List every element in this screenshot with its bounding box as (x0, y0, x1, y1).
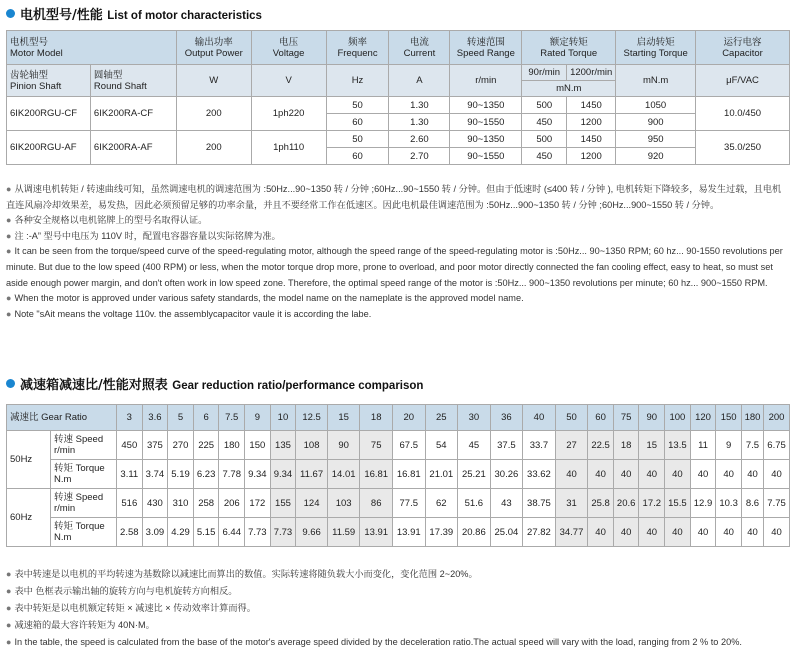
value-cell: 7.73 (245, 518, 271, 547)
header-en: Starting Torque (623, 47, 688, 59)
table-row (7, 97, 790, 114)
ratio-cell: 10 (270, 405, 296, 431)
value-cell: 8.6 (741, 489, 763, 518)
section-title-en: Gear reduction ratio/performance comparison (172, 380, 424, 392)
unit-mnm: mN.m (522, 81, 616, 97)
header-en: Rated Torque (540, 47, 598, 59)
header-en: Motor Model (10, 47, 63, 59)
unit-hz: Hz (326, 65, 389, 97)
value-cell: 43 (490, 489, 523, 518)
row-label (51, 518, 117, 547)
cell-t90: 500 (522, 131, 567, 148)
section-title-cn: 减速箱减速比/性能对照表 (20, 378, 168, 393)
note-item (6, 566, 786, 583)
row-unit: N.m (54, 474, 72, 485)
note-text: 减速箱的最大容许转矩为 40N·M。 (14, 620, 155, 630)
value-cell: 51.6 (458, 489, 491, 518)
value-cell: 40 (639, 518, 665, 547)
ratio-cell: 60 (588, 405, 614, 431)
ratio-cell: 6 (193, 405, 219, 431)
notes-motor (6, 182, 786, 322)
value-cell: 108 (296, 431, 328, 460)
note-bullet-icon: ● (6, 293, 12, 304)
note-bullet-icon: ● (6, 620, 12, 630)
note-text: When the motor is approved under various safety standards, the model name on the nameplate is the approved model name. (14, 293, 524, 304)
unit-90rmin: 90r/min (522, 65, 567, 81)
value-cell: 430 (142, 489, 168, 518)
value-cell: 67.5 (392, 431, 425, 460)
cell-current: 1.30 (389, 97, 450, 114)
value-cell: 155 (270, 489, 296, 518)
header-en: Capacitor (722, 47, 763, 59)
value-cell: 25.8 (588, 489, 614, 518)
unit-1200rmin: 1200r/min (567, 65, 616, 81)
header-en: Pinion Shaft (10, 80, 62, 92)
value-cell: 16.81 (360, 460, 393, 489)
row-label (51, 460, 117, 489)
ratio-cell: 5 (168, 405, 194, 431)
value-cell: 40 (555, 460, 588, 489)
header-cn: 电压 (279, 36, 299, 48)
ratio-cell: 100 (665, 405, 691, 431)
value-cell: 40 (639, 460, 665, 489)
ratio-cell: 25 (425, 405, 458, 431)
value-cell: 40 (690, 518, 716, 547)
value-cell: 9.34 (270, 460, 296, 489)
value-cell: 40 (716, 460, 742, 489)
value-cell: 22.5 (588, 431, 614, 460)
note-item (6, 213, 786, 229)
value-cell: 375 (142, 431, 168, 460)
value-cell: 3.11 (117, 460, 143, 489)
value-cell: 40 (588, 460, 614, 489)
cell-range: 90~1350 (450, 131, 522, 148)
cell-round-model: 6IK200RA-CF (90, 97, 176, 131)
row-unit: N.m (54, 532, 72, 543)
row-unit: r/min (54, 445, 76, 456)
value-cell: 310 (168, 489, 194, 518)
bullet-dot-icon (6, 379, 15, 388)
row-label-text: 转矩 Torque (54, 463, 105, 474)
value-cell: 7.75 (764, 489, 790, 518)
header-cn: 频率 (348, 36, 368, 48)
cell-range: 90~1350 (450, 97, 522, 114)
cell-t1200: 1200 (567, 148, 616, 165)
cell-start: 900 (616, 114, 696, 131)
value-cell: 40 (764, 518, 790, 547)
value-cell: 516 (117, 489, 143, 518)
value-cell: 40 (665, 518, 691, 547)
note-bullet-icon: ● (6, 603, 12, 613)
value-cell: 25.21 (458, 460, 491, 489)
value-cell: 172 (245, 489, 271, 518)
value-cell: 6.44 (219, 518, 245, 547)
value-cell: 6.75 (764, 431, 790, 460)
value-cell: 27 (555, 431, 588, 460)
header-voltage (251, 31, 326, 65)
ratio-cell: 12.5 (296, 405, 328, 431)
freq-label: 60Hz (7, 489, 51, 547)
section-title-cn: 电机型号/性能 (20, 8, 103, 23)
note-bullet-icon: ● (6, 586, 12, 596)
value-cell: 12.9 (690, 489, 716, 518)
header-cn: 电流 (409, 36, 429, 48)
ratio-cell: 120 (690, 405, 716, 431)
value-cell: 40 (665, 460, 691, 489)
value-cell: 45 (458, 431, 491, 460)
header-cn: 转速范围 (466, 36, 505, 48)
cell-output: 200 (176, 97, 251, 131)
ratio-cell: 3.6 (142, 405, 168, 431)
value-cell: 30.26 (490, 460, 523, 489)
value-cell: 17.2 (639, 489, 665, 518)
cell-current: 2.60 (389, 131, 450, 148)
value-cell: 40 (764, 460, 790, 489)
ratio-cell: 50 (555, 405, 588, 431)
header-current (389, 31, 450, 65)
header-cn: 圆轴型 (93, 69, 123, 81)
cell-hz: 60 (326, 114, 389, 131)
value-cell: 124 (296, 489, 328, 518)
value-cell: 103 (327, 489, 360, 518)
table-header-row (7, 31, 790, 65)
row-label (51, 489, 117, 518)
value-cell: 38.75 (523, 489, 556, 518)
note-bullet-icon: ● (6, 215, 12, 226)
note-bullet-icon: ● (6, 246, 12, 257)
value-cell: 270 (168, 431, 194, 460)
note-text: In the table, the speed is calculated from the base of the motor's average speed divided by the deceleration ratio.The actual speed will vary with the load, ranging from 2 % to 20%. (14, 637, 742, 647)
value-cell: 31 (555, 489, 588, 518)
value-cell: 75 (360, 431, 393, 460)
note-text: It can be seen from the torque/speed curve of the speed-regulating motor, although the speed range of the speed-regulating motor is :50Hz... 90~1350 RPM; 60 hz... 90-1550 revolutions per minute. But due to the low speed (400 RPM) or less, when the motor torque drop more, prone to overload, and poor motor directly connected the fan cooling effect, easy to heat, so must set aside enough power margin, and don't often work in low speed zone. Therefore, the optimal speed range of the motor is :50Hz... 900~1350 revolutions per minute; 60 hz... 900~1550 RPM. (6, 246, 783, 288)
note-item (6, 307, 786, 323)
note-bullet-icon: ● (6, 308, 12, 319)
ratio-label: 减速比 Gear Ratio (7, 405, 117, 431)
cell-cap: 10.0/450 (696, 97, 790, 131)
notes-gear (6, 566, 786, 651)
ratio-cell: 75 (613, 405, 639, 431)
cell-pinion-model: 6IK200RGU-CF (7, 97, 91, 131)
value-cell: 40 (690, 460, 716, 489)
ratio-cell: 18 (360, 405, 393, 431)
value-cell: 33.7 (523, 431, 556, 460)
value-cell: 225 (193, 431, 219, 460)
table-row (7, 460, 790, 489)
section-title-motor (6, 4, 262, 23)
header-frequency (326, 31, 389, 65)
value-cell: 13.91 (392, 518, 425, 547)
value-cell: 9.34 (245, 460, 271, 489)
ratio-cell: 20 (392, 405, 425, 431)
value-cell: 11.67 (296, 460, 328, 489)
note-bullet-icon: ● (6, 637, 12, 647)
value-cell: 11.59 (327, 518, 360, 547)
table-row (7, 131, 790, 148)
note-item (6, 634, 786, 651)
header-round (90, 65, 176, 97)
note-item (6, 291, 786, 307)
value-cell: 7.73 (270, 518, 296, 547)
value-cell: 18 (613, 431, 639, 460)
ratio-cell: 40 (523, 405, 556, 431)
header-cn: 额定转矩 (549, 36, 588, 48)
header-motor-model (7, 31, 177, 65)
cell-voltage: 1ph110 (251, 131, 326, 165)
value-cell: 7.5 (741, 431, 763, 460)
table-row (7, 431, 790, 460)
note-bullet-icon: ● (6, 569, 12, 579)
unit-w: W (176, 65, 251, 97)
row-unit: r/min (54, 503, 76, 514)
note-text: 注 :-A” 型号中电压为 110V 时，配置电容器容量以实际铭牌为准。 (14, 230, 281, 241)
header-output (176, 31, 251, 65)
value-cell: 3.09 (142, 518, 168, 547)
cell-current: 2.70 (389, 148, 450, 165)
value-cell: 206 (219, 489, 245, 518)
cell-start: 1050 (616, 97, 696, 114)
header-cn: 启动转矩 (636, 36, 675, 48)
value-cell: 54 (425, 431, 458, 460)
header-en: Round Shaft (93, 80, 147, 92)
note-text: 表中 色框表示输出轴的旋转方向与电机旋转方向相反。 (14, 586, 238, 596)
value-cell: 40 (741, 460, 763, 489)
cell-start: 950 (616, 131, 696, 148)
row-label (51, 431, 117, 460)
header-cn: 电机型号 (10, 36, 49, 48)
note-item (6, 244, 786, 291)
ratio-cell: 3 (117, 405, 143, 431)
value-cell: 2.58 (117, 518, 143, 547)
value-cell: 6.23 (193, 460, 219, 489)
cell-t90: 450 (522, 114, 567, 131)
value-cell: 40 (716, 518, 742, 547)
value-cell: 34.77 (555, 518, 588, 547)
value-cell: 15 (639, 431, 665, 460)
value-cell: 16.81 (392, 460, 425, 489)
ratio-cell: 180 (741, 405, 763, 431)
header-en: Speed Range (456, 47, 515, 59)
unit-a: A (389, 65, 450, 97)
cell-voltage: 1ph220 (251, 97, 326, 131)
header-speed-range (450, 31, 522, 65)
value-cell: 20.86 (458, 518, 491, 547)
value-cell: 21.01 (425, 460, 458, 489)
value-cell: 135 (270, 431, 296, 460)
value-cell: 77.5 (392, 489, 425, 518)
value-cell: 5.19 (168, 460, 194, 489)
row-label-text: 转矩 Torque (54, 521, 105, 532)
value-cell: 62 (425, 489, 458, 518)
gear-ratio-table (6, 404, 790, 547)
ratio-cell: 30 (458, 405, 491, 431)
ratio-cell: 150 (716, 405, 742, 431)
header-en: Voltage (272, 47, 305, 59)
cell-hz: 50 (326, 131, 389, 148)
section-title-gear (6, 374, 423, 393)
value-cell: 3.74 (142, 460, 168, 489)
cell-hz: 50 (326, 97, 389, 114)
value-cell: 20.6 (613, 489, 639, 518)
note-bullet-icon: ● (6, 230, 12, 241)
header-cn: 输出功率 (194, 36, 233, 48)
bullet-dot-icon (6, 9, 15, 18)
ratio-cell: 36 (490, 405, 523, 431)
value-cell: 14.01 (327, 460, 360, 489)
value-cell: 450 (117, 431, 143, 460)
ratio-cell: 9 (245, 405, 271, 431)
cell-range: 90~1550 (450, 114, 522, 131)
header-en: Frequenc (337, 47, 378, 59)
note-bullet-icon: ● (6, 184, 12, 194)
note-text: Note "sAit means the voltage 110v. the assemblycapacitor vaule it is according the labe. (14, 308, 372, 319)
note-item (6, 583, 786, 600)
cell-t1200: 1200 (567, 114, 616, 131)
note-item (6, 600, 786, 617)
value-cell: 15.5 (665, 489, 691, 518)
value-cell: 4.29 (168, 518, 194, 547)
unit-mnm-start: mN.m (616, 65, 696, 97)
cell-current: 1.30 (389, 114, 450, 131)
cell-range: 90~1550 (450, 148, 522, 165)
note-item (6, 182, 786, 213)
motor-characteristics-table (6, 30, 790, 165)
cell-t1200: 1450 (567, 131, 616, 148)
value-cell: 40 (741, 518, 763, 547)
cell-pinion-model: 6IK200RGU-AF (7, 131, 91, 165)
value-cell: 40 (613, 460, 639, 489)
value-cell: 90 (327, 431, 360, 460)
value-cell: 13.5 (665, 431, 691, 460)
note-text: 表中转矩是以电机额定转矩 × 减速比 × 传动效率计算而得。 (14, 603, 256, 613)
header-capacitor (696, 31, 790, 65)
note-text: 各种安全规格以电机铭牌上的型号名取得认证。 (14, 215, 208, 226)
ratio-cell: 15 (327, 405, 360, 431)
value-cell: 25.04 (490, 518, 523, 547)
note-item (6, 229, 786, 245)
table-row (7, 518, 790, 547)
header-en: Current (403, 47, 436, 59)
cell-t90: 450 (522, 148, 567, 165)
cell-hz: 60 (326, 148, 389, 165)
ratio-header-row (7, 405, 790, 431)
row-label-text: 转速 Speed (54, 434, 104, 445)
unit-v: V (251, 65, 326, 97)
header-pinion (7, 65, 91, 97)
header-cn: 齿轮轴型 (10, 69, 49, 81)
cell-start: 920 (616, 148, 696, 165)
note-item (6, 617, 786, 634)
ratio-cell: 7.5 (219, 405, 245, 431)
header-en: Output Power (184, 47, 243, 59)
row-label-text: 转速 Speed (54, 492, 104, 503)
cell-t90: 500 (522, 97, 567, 114)
cell-output: 200 (176, 131, 251, 165)
header-starting-torque (616, 31, 696, 65)
section-title-en: List of motor characteristics (107, 10, 262, 22)
value-cell: 9.66 (296, 518, 328, 547)
value-cell: 180 (219, 431, 245, 460)
value-cell: 9 (716, 431, 742, 460)
value-cell: 13.91 (360, 518, 393, 547)
value-cell: 7.78 (219, 460, 245, 489)
ratio-cell: 200 (764, 405, 790, 431)
cell-round-model: 6IK200RA-AF (90, 131, 176, 165)
value-cell: 40 (613, 518, 639, 547)
cell-t1200: 1450 (567, 97, 616, 114)
value-cell: 5.15 (193, 518, 219, 547)
value-cell: 37.5 (490, 431, 523, 460)
value-cell: 27.82 (523, 518, 556, 547)
header-rated-torque (522, 31, 616, 65)
value-cell: 17.39 (425, 518, 458, 547)
table-row (7, 489, 790, 518)
value-cell: 40 (588, 518, 614, 547)
value-cell: 33.62 (523, 460, 556, 489)
unit-cap: μF/VAC (696, 65, 790, 97)
value-cell: 150 (245, 431, 271, 460)
unit-rmin: r/min (450, 65, 522, 97)
value-cell: 258 (193, 489, 219, 518)
freq-label: 50Hz (7, 431, 51, 489)
note-text: 表中转速是以电机的平均转速为基数除以减速比而算出的数值。实际转速将随负载大小而变化，变化范围 2~20%。 (14, 569, 478, 579)
note-text: 从调速电机转矩 / 转速曲线可知，虽然调速电机的调速范围为 :50Hz...90~1350 转 / 分钟 ;60Hz...90~1550 转 / 分钟。但由于低速时 (≤400 转 / 分钟 ), 电机转矩下降较多，易发生过载，且电机直连风扇冷却效果差，易发热，因此必须预留足够的功率余量，并且不要经常工作在低速区。因此电机最佳调速范围为 :50Hz...900~1350 转 / 分钟 ;60Hz...900~1550 转 / 分钟。 (6, 184, 782, 210)
value-cell: 11 (690, 431, 716, 460)
value-cell: 86 (360, 489, 393, 518)
units-row-1 (7, 65, 790, 81)
cell-cap: 35.0/250 (696, 131, 790, 165)
value-cell: 10.3 (716, 489, 742, 518)
header-cn: 运行电容 (723, 36, 762, 48)
ratio-cell: 90 (639, 405, 665, 431)
